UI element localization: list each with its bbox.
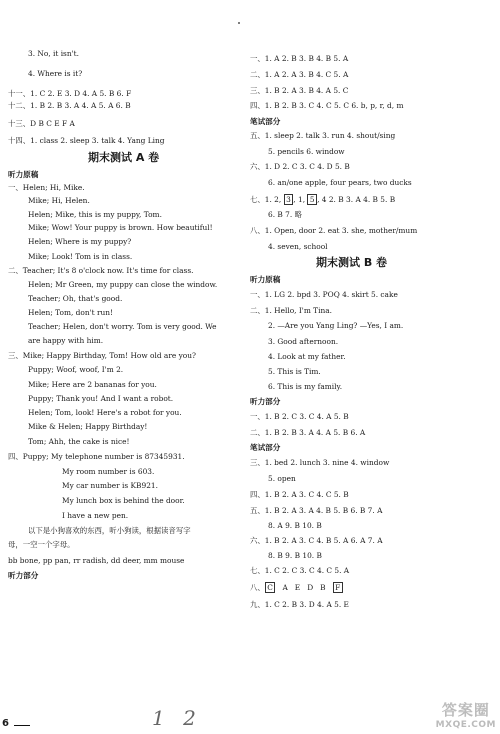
answer-line: 六、1. D 2. C 3. C 4. D 5. B <box>250 162 350 171</box>
boxed-answer: F <box>333 582 343 593</box>
answer-line: 母，一空一个字母。 <box>8 540 75 549</box>
answer-line: 八、1. Open, door 2. eat 3. she, mother/mum <box>250 226 418 235</box>
section-heading: 笔试部分 <box>250 443 281 452</box>
answer-line: 四、Puppy; My telephone number is 87345931. <box>8 452 185 461</box>
answer-line: 3. Good afternoon. <box>268 337 339 346</box>
answer-line: 十二、1. B 2. B 3. A 4. A 5. A 6. B <box>8 101 131 110</box>
answer-line: 三、Mike; Happy Birthday, Tom! How old are you? <box>8 351 196 360</box>
answer-line: 三、1. B 2. A 3. B 4. A 5. C <box>250 86 349 95</box>
answer-line: 四、1. B 2. B 3. C 4. C 5. C 6. b, p, r, d, m <box>250 101 404 110</box>
answer-line: 5. This is Tim. <box>268 367 321 376</box>
text-segment: 八、 <box>250 583 265 592</box>
answer-line: 3. No, it isn't. <box>28 49 79 58</box>
page-number-dash <box>14 725 30 726</box>
answer-line: 二、1. B 2. B 3. A 4. A 5. B 6. A <box>250 428 366 437</box>
answer-line: 一、Helen; Hi, Mike. <box>8 183 85 192</box>
answer-line <box>250 194 395 205</box>
answer-line: 十四、1. class 2. sleep 3. talk 4. Yang Ling <box>8 136 165 145</box>
answer-line: bb bone, pp pan, rr radish, dd deer, mm mouse <box>8 556 185 565</box>
answer-line: 五、1. B 2. A 3. A 4. B 5. B 6. B 7. A <box>250 506 383 515</box>
answer-line <box>250 582 350 593</box>
answer-line: Teacher; Helen, don't worry. Tom is very good. We <box>28 322 217 331</box>
boxed-answer: 5 <box>307 194 317 205</box>
answer-line: 五、1. sleep 2. talk 3. run 4. shout/sing <box>250 131 396 140</box>
answer-line: Mike; Wow! Your puppy is brown. How beautiful! <box>28 223 213 232</box>
boxed-answer: C <box>265 582 276 593</box>
answer-line: Mike; Look! Tom is in class. <box>28 252 133 261</box>
section-heading: 听力部分 <box>8 571 39 580</box>
answer-line: My car number is KB921. <box>62 481 158 490</box>
answer-line: Puppy; Woof, woof, I'm 2. <box>28 365 124 374</box>
answer-line: 6. an/one apple, four pears, two ducks <box>268 178 412 187</box>
answer-line: 5. pencils 6. window <box>268 147 345 156</box>
answer-line: 四、1. B 2. A 3. C 4. C 5. B <box>250 490 349 499</box>
answer-line: 二、Teacher; It's 8 o'clock now. It's time for class. <box>8 266 194 275</box>
answer-line: 4. seven, school <box>268 242 328 251</box>
answer-line: 六、1. B 2. A 3. C 4. B 5. A 6. A 7. A <box>250 536 383 545</box>
watermark-logo: 答案圈 <box>441 701 490 719</box>
answer-line: 三、1. bed 2. lunch 3. nine 4. window <box>250 458 390 467</box>
answer-line: Mike; Hi, Helen. <box>28 196 90 205</box>
answer-line: Mike; Here are 2 bananas for you. <box>28 380 157 389</box>
section-heading: 听力原稿 <box>8 170 39 179</box>
sequence-letter: D <box>307 583 314 592</box>
text-segment: , 1, <box>293 195 308 204</box>
section-heading: 笔试部分 <box>250 117 281 126</box>
text-segment: , 4 2. B 3. A 4. B 5. B <box>317 195 396 204</box>
answer-line: Teacher; Oh, that's good. <box>28 294 123 303</box>
boxed-answer: 3 <box>284 194 294 205</box>
answer-line: Helen; Mr Green, my puppy can close the window. <box>28 280 218 289</box>
answer-line: Tom; Ahh, the cake is nice! <box>28 437 130 446</box>
answer-line: Helen; Where is my puppy? <box>28 237 132 246</box>
sequence-letter: E <box>294 583 301 592</box>
answer-line: 8. A 9. B 10. B <box>268 521 322 530</box>
sequence-letter: B <box>320 583 326 592</box>
answer-line: 一、1. LG 2. bpd 3. POQ 4. skirt 5. cake <box>250 290 398 299</box>
handwritten-mark: 1 2 <box>152 706 202 730</box>
answer-line: 十一、1. C 2. E 3. D 4. A 5. B 6. F <box>8 89 132 98</box>
ink-dot <box>238 22 240 24</box>
answer-line: 以下是小狗喜欢的东西，听小狗读，根据读音写字 <box>28 526 191 535</box>
answer-line: 一、1. B 2. C 3. C 4. A 5. B <box>250 412 349 421</box>
section-title: 期末测试 B 卷 <box>316 256 388 269</box>
watermark <box>436 699 496 730</box>
section-heading: 听力原稿 <box>250 275 281 284</box>
answer-line: are happy with him. <box>28 336 104 345</box>
answer-line: 4. Look at my father. <box>268 352 346 361</box>
text-segment: 七、1. 2, <box>250 195 284 204</box>
answer-line: Helen; Tom, look! Here's a robot for you. <box>28 408 182 417</box>
answer-line: My room number is 603. <box>62 467 155 476</box>
answer-line: I have a new pen. <box>62 511 129 520</box>
answer-line: Helen; Mike, this is my puppy, Tom. <box>28 210 162 219</box>
answer-line: 二、1. A 2. A 3. B 4. C 5. A <box>250 70 349 79</box>
answer-line: My lunch box is behind the door. <box>62 496 185 505</box>
answer-line: 二、1. Hello, I'm Tina. <box>250 306 332 315</box>
answer-line: 九、1. C 2. B 3. D 4. A 5. E <box>250 600 349 609</box>
answer-line: 8. B 9. B 10. B <box>268 551 322 560</box>
answer-line: Mike & Helen; Happy Birthday! <box>28 422 148 431</box>
section-title: 期末测试 A 卷 <box>88 151 160 164</box>
answer-line: 七、1. C 2. C 3. C 4. C 5. A <box>250 566 350 575</box>
answer-line: 5. open <box>268 474 296 483</box>
answer-line: Helen; Tom, don't run! <box>28 308 113 317</box>
section-heading: 听力部分 <box>250 397 281 406</box>
page-number: 6 <box>2 718 9 729</box>
answer-line: 6. B 7. 略 <box>268 210 302 219</box>
sequence-letter: A <box>282 583 288 592</box>
answer-line: 6. This is my family. <box>268 382 343 391</box>
answer-line: Puppy; Thank you! And I want a robot. <box>28 394 174 403</box>
answer-line: 一、1. A 2. B 3. B 4. B 5. A <box>250 54 349 63</box>
answer-line: 2. —Are you Yang Ling? —Yes, I am. <box>268 321 404 330</box>
watermark-url: MXQE.COM <box>435 720 496 730</box>
answer-line: 十三、D B C E F A <box>8 119 75 128</box>
answer-line: 4. Where is it? <box>28 69 83 78</box>
